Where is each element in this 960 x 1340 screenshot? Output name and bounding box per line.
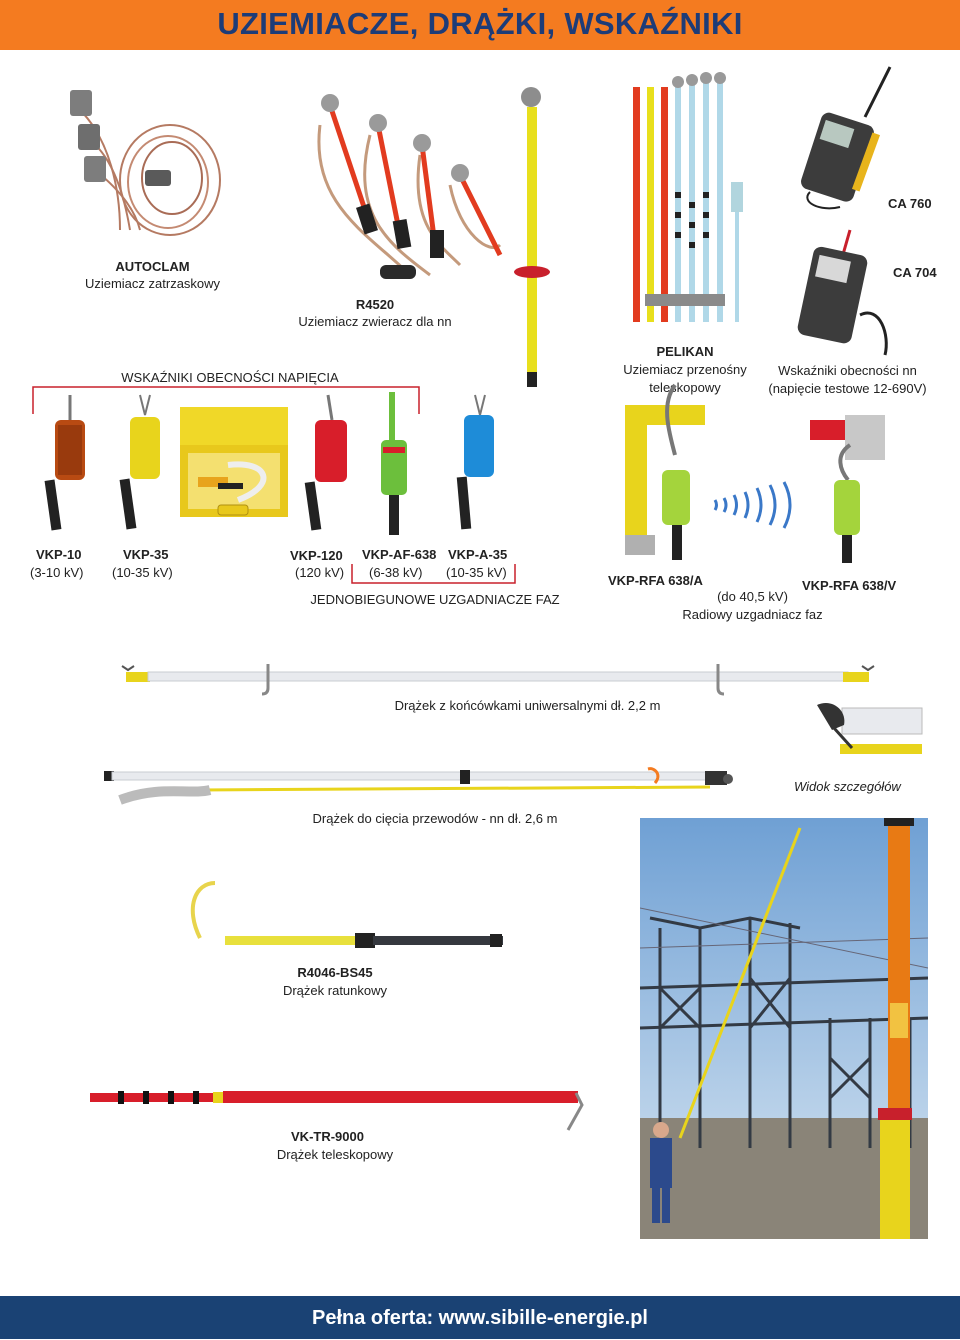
vkprfa638v-code: VKP-RFA 638/V: [802, 578, 897, 593]
vkpaf638-range: (6-38 kV): [369, 565, 423, 580]
vkp10-range: (3-10 kV): [30, 565, 84, 580]
vktr9000-desc: Drążek teleskopowy: [276, 1147, 394, 1162]
r4046-code: R4046-BS45: [297, 965, 373, 980]
detail-view-image: [812, 700, 922, 770]
vkprfa638a-image: [620, 385, 720, 565]
universal-pole-desc: Drążek z końcówkami uniwersalnymi dł. 2,2 m: [394, 698, 661, 713]
pelikan-image: [625, 72, 755, 332]
radio-phaser-range: (do 40,5 kV): [717, 589, 788, 604]
phasers-group-label: JEDNOBIEGUNOWE UZGADNIACZE FAZ: [310, 592, 560, 607]
autoclam-desc: Uziemiacz zatrzaskowy: [84, 276, 221, 291]
yellow-grounding-pole-image: [515, 82, 555, 392]
r4046-image: [175, 878, 510, 953]
vkp35-range: (10-35 kV): [112, 565, 173, 580]
substation-photo: [640, 818, 928, 1239]
ca704-code: CA 704: [893, 265, 937, 280]
vkp120-code: VKP-120: [290, 548, 343, 563]
r4520-image: [300, 85, 530, 285]
vkprfa638v-image: [810, 415, 900, 565]
vktr9000-code: VK-TR-9000: [291, 1129, 364, 1144]
vkp10-code: VKP-10: [36, 547, 82, 562]
cutting-pole-desc: Drążek do cięcia przewodów - nn dł. 2,6 m: [312, 811, 558, 826]
ca760-image: [800, 62, 910, 212]
vkp35-code: VKP-35: [123, 547, 169, 562]
r4520-desc: Uziemiacz zwieracz dla nn: [298, 314, 452, 329]
detail-view-desc: Widok szczegółów: [794, 779, 901, 794]
vkpa35-range: (10-35 kV): [446, 565, 507, 580]
autoclam-code: AUTOCLAM: [115, 259, 190, 274]
pelikan-code: PELIKAN: [656, 344, 714, 359]
universal-pole-image: [118, 660, 878, 700]
autoclam-image: [50, 80, 230, 250]
pelikan-desc-line1: Uziemiacz przenośny: [623, 362, 747, 377]
vkp10-image: [40, 395, 90, 535]
indicator-case-image: [178, 405, 290, 520]
phasers-bracket: [351, 563, 517, 585]
vkp120-image: [300, 395, 355, 535]
vkpaf638-image: [375, 392, 415, 537]
cutting-pole-image: [100, 765, 740, 810]
footer-link[interactable]: Pełna oferta: www.sibille-energie.pl: [311, 1307, 648, 1329]
vkp120-range: (120 kV): [295, 565, 345, 580]
radio-waves-icon: [710, 480, 800, 530]
indicators-group-label: WSKAŹNIKI OBECNOŚCI NAPIĘCIA: [121, 370, 339, 385]
r4520-code: R4520: [355, 297, 395, 312]
radio-phaser-desc: Radiowy uzgadniacz faz: [682, 607, 823, 622]
vkpa35-code: VKP-A-35: [448, 547, 508, 562]
vkpa35-image: [450, 395, 500, 535]
nn-indicators-line1: Wskaźniki obecności nn: [778, 363, 917, 378]
page-title: UZIEMIACZE, DRĄŻKI, WSKAŹNIKI: [217, 6, 743, 41]
ca704-image: [790, 225, 900, 365]
vkprfa638a-code: VKP-RFA 638/A: [608, 573, 703, 588]
pelikan-desc-line2: teleskopowy: [649, 380, 721, 395]
r4046-desc: Drążek ratunkowy: [282, 983, 388, 998]
nn-indicators-line2: (napięcie testowe 12-690V): [768, 381, 927, 396]
vkpaf638-code: VKP-AF-638: [362, 547, 437, 562]
ca760-code: CA 760: [888, 196, 932, 211]
vkp35-image: [115, 395, 165, 535]
